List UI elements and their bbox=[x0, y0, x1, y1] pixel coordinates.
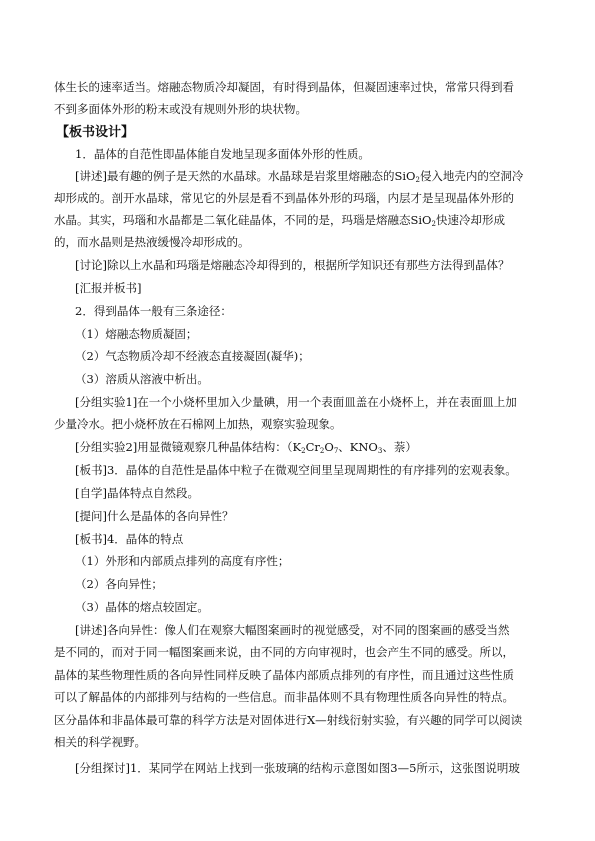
subscript: 3 bbox=[377, 447, 383, 455]
text-line: [汇报并板书] bbox=[75, 281, 142, 295]
text-line bbox=[75, 168, 523, 184]
text-line: 却形成的。剖开水晶球，常见它的外层是看不到晶体外形的玛瑙，内层才是呈现晶体外形的 bbox=[54, 191, 514, 205]
text-line: 区分晶体和非晶体最可靠的科学方法是对固体进行X—射线衍射实验，有兴趣的同学可以阅读 bbox=[54, 713, 523, 727]
text-line: [提问]什么是晶体的各向异性？ bbox=[75, 509, 234, 523]
text-line: [自学]晶体特点自然段。 bbox=[75, 486, 199, 500]
text-span: Cr bbox=[305, 440, 320, 454]
text-span: 、萘） bbox=[382, 440, 417, 454]
text-span: 侵入地壳内的空洞冷 bbox=[419, 169, 524, 183]
text-line: [板书]4．晶体的特点 bbox=[75, 532, 184, 546]
text-line: 1．晶体的自范性即晶体能自发地呈现多面体外形的性质。 bbox=[75, 147, 370, 161]
text-line: 可以了解晶体的内部排列与结构的一些信息。而非晶体则不具有物理性质各向异性的特点。 bbox=[54, 690, 514, 704]
text-line bbox=[54, 212, 505, 228]
text-span: [讲述]最有趣的例子是天然的水晶球。水晶球是岩浆里熔融态的SiO bbox=[75, 169, 416, 183]
text-line: （2）气态物质冷却不经液态直接凝固(凝华)； bbox=[75, 349, 310, 363]
text-line: [讲述]各向异性：像人们在观察大幅图案画时的视觉感受，对不同的图案画的感受当然 bbox=[75, 623, 510, 637]
text-span: 快速冷却形成 bbox=[435, 213, 505, 227]
text-line: （3）溶质从溶液中析出。 bbox=[75, 372, 209, 386]
text-line: 相关的科学视野。 bbox=[54, 735, 146, 749]
text-span: [分组实验2]用显微镜观察几种晶体结构：（K bbox=[75, 440, 302, 454]
text-span: 水晶。其实，玛瑙和水晶都是二氧化硅晶体，不同的是，玛瑙是熔融态SiO bbox=[54, 213, 432, 227]
text-span: O bbox=[324, 440, 334, 454]
text-line bbox=[75, 439, 417, 455]
section-heading: 【板书设计】 bbox=[56, 125, 135, 140]
text-line: 体生长的速率适当。熔融态物质冷却凝固，有时得到晶体，但凝固速率过快，常常只得到看 bbox=[54, 80, 514, 94]
text-line: 是不同的，而对于同一幅图案画来说，由不同的方向审视时，也会产生不同的感受。所以， bbox=[54, 645, 514, 659]
subscript: 2 bbox=[431, 220, 436, 228]
text-line: [分组实验1]在一个小烧杯里加入少量碘，用一个表面皿盖在小烧杯上，并在表面皿上加 bbox=[75, 395, 517, 409]
text-line: 晶体的某些物理性质的各向异性同样反映了晶体内部质点排列的有序性，而且通过这些性质 bbox=[54, 668, 514, 682]
text-line: 的，而水晶则是热液缓慢冷却形成的。 bbox=[54, 235, 250, 249]
text-line: [分组探讨]1．某同学在网站上找到一张玻璃的结构示意图如图3—5所示，这张图说明玻 bbox=[75, 761, 520, 775]
text-line: （3）晶体的熔点较固定。 bbox=[75, 600, 209, 614]
text-line: （1）外形和内部质点排列的高度有序性； bbox=[75, 554, 290, 568]
subscript: 2 bbox=[319, 447, 325, 455]
text-line: [讨论]除以上水晶和玛瑙是熔融态冷却得到的，根据所学知识还有那些方法得到晶体？ bbox=[75, 258, 510, 272]
subscript: 2 bbox=[301, 447, 306, 455]
text-line: （1）熔融态物质凝固； bbox=[75, 327, 198, 341]
text-line: （2）各向异性； bbox=[75, 577, 163, 591]
subscript: 7 bbox=[333, 447, 339, 455]
text-line: 少量冷水。把小烧杯放在石棉网上加热，观察实验现象。 bbox=[54, 417, 342, 431]
text-line: 不到多面体外形的粉末或没有规则外形的块状物。 bbox=[54, 102, 307, 116]
text-line: [板书]3．晶体的自范性是晶体中粒子在微观空间里呈现周期性的有序排列的宏观表象。 bbox=[75, 463, 517, 477]
text-line: 2．得到晶体一般有三条途径： bbox=[75, 304, 232, 318]
subscript: 2 bbox=[415, 176, 420, 184]
text-span: 、KNO bbox=[338, 440, 378, 454]
